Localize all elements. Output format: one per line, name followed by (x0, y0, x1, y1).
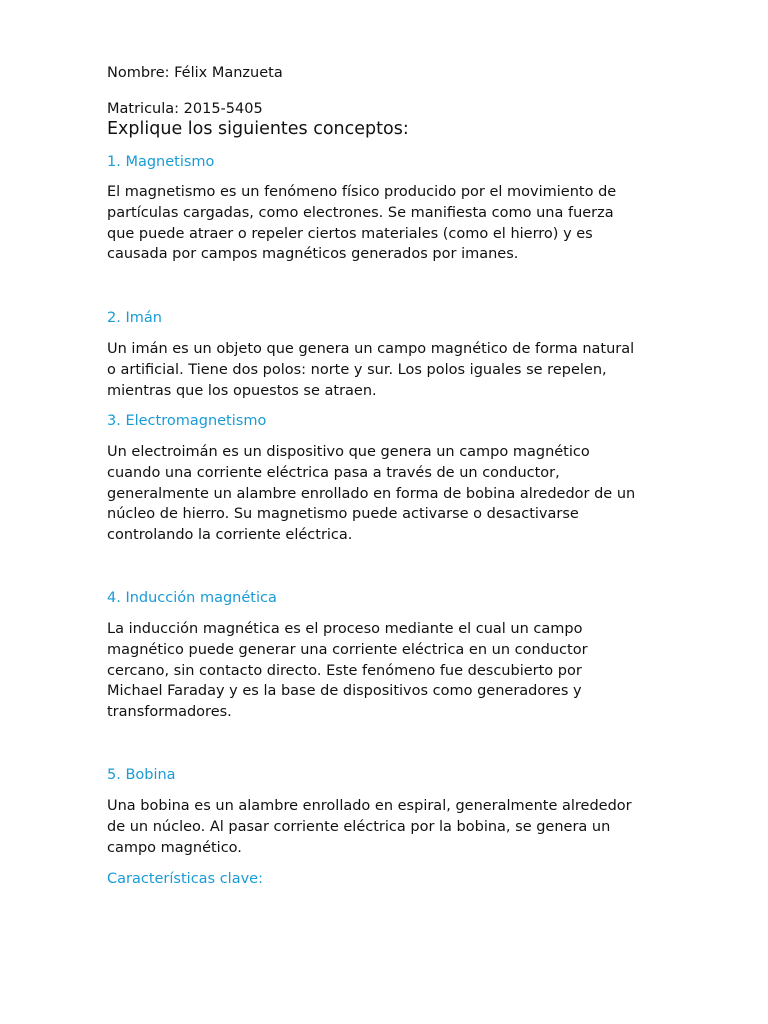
section-body-induccion: La inducción magnética es el proceso mediante el cual un campo magnético puede generar una corriente eléctrica en un conductor cercano, sin contacto directo. Este fenómeno fue descubierto por Michael Faraday y es la base de dispositivos como generadores y transformadores. (107, 621, 588, 721)
section-body-iman: Un imán es un objeto que genera un campo magnético de forma natural o artificial. Tiene dos polos: norte y sur. Los polos iguales se repelen, mientras que los opuestos se atraen. (107, 341, 635, 399)
student-name: Nombre: Félix Manzueta (107, 65, 283, 81)
document-title: Explique los siguientes conceptos: (107, 119, 409, 139)
section-heading-magnetismo: 1. Magnetismo (107, 154, 215, 170)
section-heading-iman: 2. Imán (107, 310, 162, 326)
section-heading-induccion: 4. Inducción magnética (107, 590, 277, 606)
key-characteristics-heading: Características clave: (107, 871, 263, 887)
section-body-bobina: Una bobina es un alambre enrollado en espiral, generalmente alrededor de un núcleo. Al pasar corriente eléctrica por la bobina, se genera un campo magnético. (107, 798, 632, 856)
section-heading-electromagnetismo: 3. Electromagnetismo (107, 413, 267, 429)
section-body-electromagnetismo: Un electroimán es un dispositivo que genera un campo magnético cuando una corriente eléctrica pasa a través de un conductor, generalmente un alambre enrollado en forma de bobina alrededor de un núcleo de hierro. Su magnetismo puede activarse o desactivarse controlando la corriente eléctrica. (107, 444, 636, 544)
student-id: Matricula: 2015-5405 (107, 101, 263, 117)
section-heading-bobina: 5. Bobina (107, 767, 176, 783)
section-body-magnetismo: El magnetismo es un fenómeno físico producido por el movimiento de partículas cargadas, como electrones. Se manifiesta como una fuerza que puede atraer o repeler ciertos materiales (como el hierro) y es causada por campos magnéticos generados por imanes. (107, 184, 617, 263)
